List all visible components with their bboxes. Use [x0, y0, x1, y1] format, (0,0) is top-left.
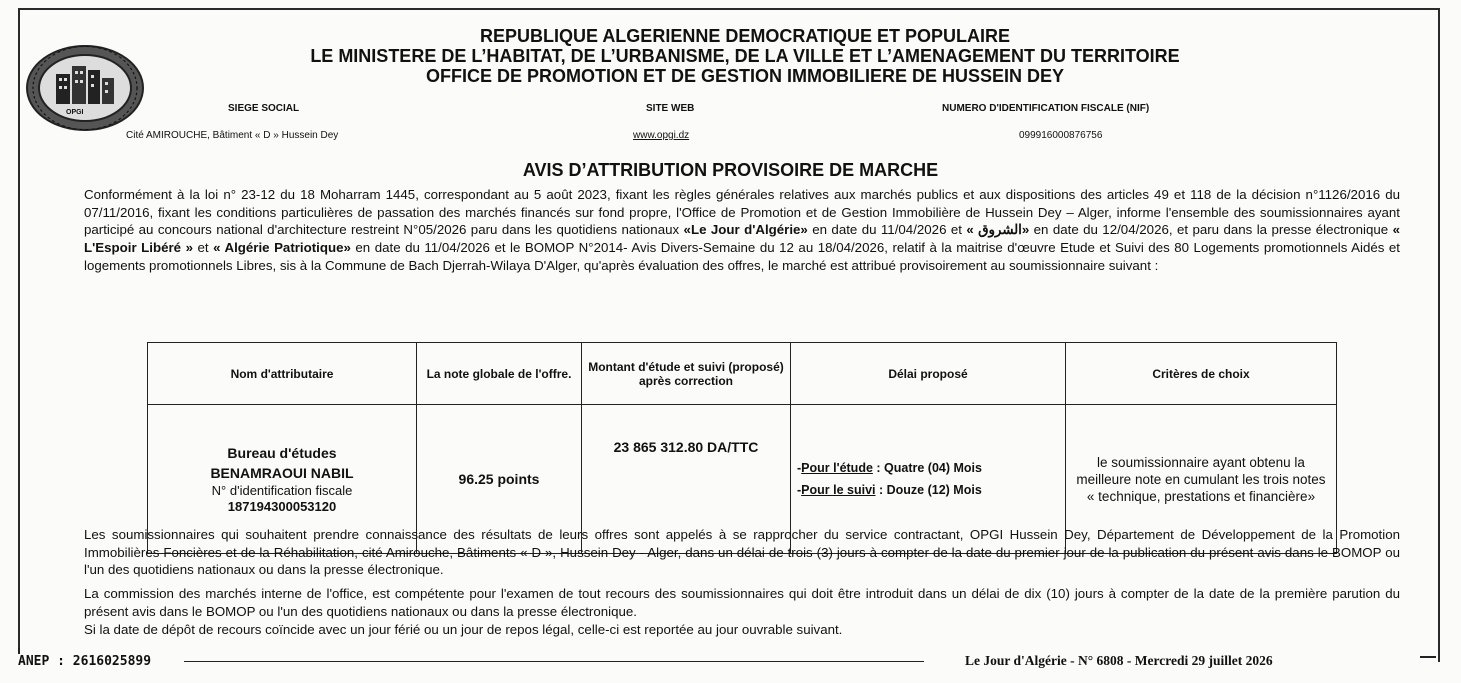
header-attributaire: Nom d'attributaire	[148, 343, 417, 405]
opgi-building-seal-icon	[24, 44, 146, 132]
attributaire-name: BENAMRAOUI NABIL	[210, 465, 354, 481]
header-ministry: LE MINISTERE DE L’HABITAT, DE L’URBANISME, DE LA VILLE ET L’AMENAGEMENT DU TERRITOIRE	[310, 46, 1180, 66]
journal-reference: Le Jour d'Algérie - N° 6808 - Mercredi 29 juillet 2026	[965, 653, 1273, 668]
header-criteres: Critères de choix	[1066, 343, 1337, 405]
header	[150, 26, 1340, 86]
consultation-paragraph: Les soumissionnaires qui souhaitent prendre connaissance des résultats de leurs offres sont appelés à se rapprocher du service contractant, OPGI Hussein Dey, Département de Développement de la Promotion Immobilières Foncières et de la Réhabilitation, cité Amirouche, Bâtiments « D », Hussein Dey - Alger, dans un délai de trois (3) jours à compter de la date du premier jour de la publication du présent avis dans le BOMOP ou l'un des quotidiens nationaux ou dans la presse électronique.	[84, 527, 1400, 578]
jour-ferie-paragraph: Si la date de dépôt de recours coïncide avec un jour férié ou un jour de repos légal, celle-ci est reportée au jour ouvrable suivant.	[84, 622, 843, 637]
attributaire-nif-label: N° d'identification fiscale	[211, 483, 353, 498]
header-note: La note globale de l'offre.	[417, 343, 582, 405]
delai-suivi: -Pour le suivi : Douze (12) Mois	[797, 483, 982, 497]
notice-title: AVIS D’ATTRIBUTION PROVISOIRE DE MARCHE	[522, 160, 939, 180]
header-republic: REPUBLIQUE ALGERIENNE DEMOCRATIQUE ET POPULAIRE	[479, 26, 1011, 46]
svg-text:OPGI: OPGI	[66, 109, 84, 116]
header-delai: Délai proposé	[791, 343, 1066, 405]
siege-value: Cité AMIROUCHE, Bâtiment « D » Hussein Dey	[126, 130, 339, 141]
website-link[interactable]: www.opgi.dz	[633, 130, 690, 141]
header-montant: Montant d'étude et suivi (proposé) après correction	[582, 343, 791, 405]
web-label: SITE WEB	[646, 103, 695, 114]
recours-paragraph: La commission des marchés interne de l'office, est compétente pour l'examen de tout recours des soumissionnaires qui doit être introduit dans un délai de dix (10) jours à compter de la date de la première parution du présent avis dans le BOMOP ou l'un des quotidiens nationaux ou dans la presse électronique.	[84, 586, 1400, 619]
table-header-row	[148, 343, 1337, 405]
criteres-cell: le soumissionnaire ayant obtenu la meilleure note en cumulant les trois notes « technique, prestations et financière»	[1066, 405, 1337, 554]
siege-label: SIEGE SOCIAL	[228, 103, 300, 114]
attributaire-nif: 187194300053120	[227, 499, 337, 514]
nif-label: NUMERO D'IDENTIFICATION FISCALE (NIF)	[942, 103, 1150, 114]
intro-paragraph: Conformément à la loi n° 23-12 du 18 Moharram 1445, correspondant au 5 août 2023, fixant les règles générales relatives aux marchés publics et aux dispositions des articles 49 et 118 de la décision n°1126/2016 du 07/11/2016, fixant les conditions particulières de passation des marchés financés sur fond propre, l'Office de Promotion et de Gestion Immobilière de Hussein Dey – Alger, informe l'ensemble des soumissionnaires ayant participé au concours national d'architecture restreint N°05/2026 paru dans les quotidiens nationaux «Le Jour d'Algérie» en date du 11/04/2026 et « الشروق» en date du 12/04/2026, et paru dans la presse électronique « L'Espoir Libéré » et « Algérie Patriotique» en date du 11/04/2026 et le BOMOP N°2014- Avis Divers-Semaine du 12 au 18/04/2026, relatif à la maitrise d'œuvre Etude et Suivi des 80 Logements promotionnels Aidés et logements promotionnels Libres, sis à la Commune de Bach Djerrah-Wilaya D'Alger, qu'après évaluation des offres, le marché est attribué provisoirement au soumissionnaire suivant :	[84, 187, 1400, 273]
attribution-table	[147, 342, 1337, 554]
footer-rule	[184, 661, 924, 662]
header-office: OFFICE DE PROMOTION ET DE GESTION IMMOBILIERE DE HUSSEIN DEY	[425, 66, 1065, 86]
anep-reference: ANEP : 2616025899	[18, 654, 155, 669]
note-cell: 96.25 points	[417, 405, 582, 554]
attributaire-line1: Bureau d'études	[227, 445, 337, 461]
footer-right-tick	[1420, 656, 1436, 658]
delai-etude: -Pour l'étude : Quatre (04) Mois	[797, 461, 982, 475]
nif-value: 099916000876756	[1019, 130, 1103, 141]
montant-cell: 23 865 312.80 DA/TTC	[582, 405, 791, 554]
